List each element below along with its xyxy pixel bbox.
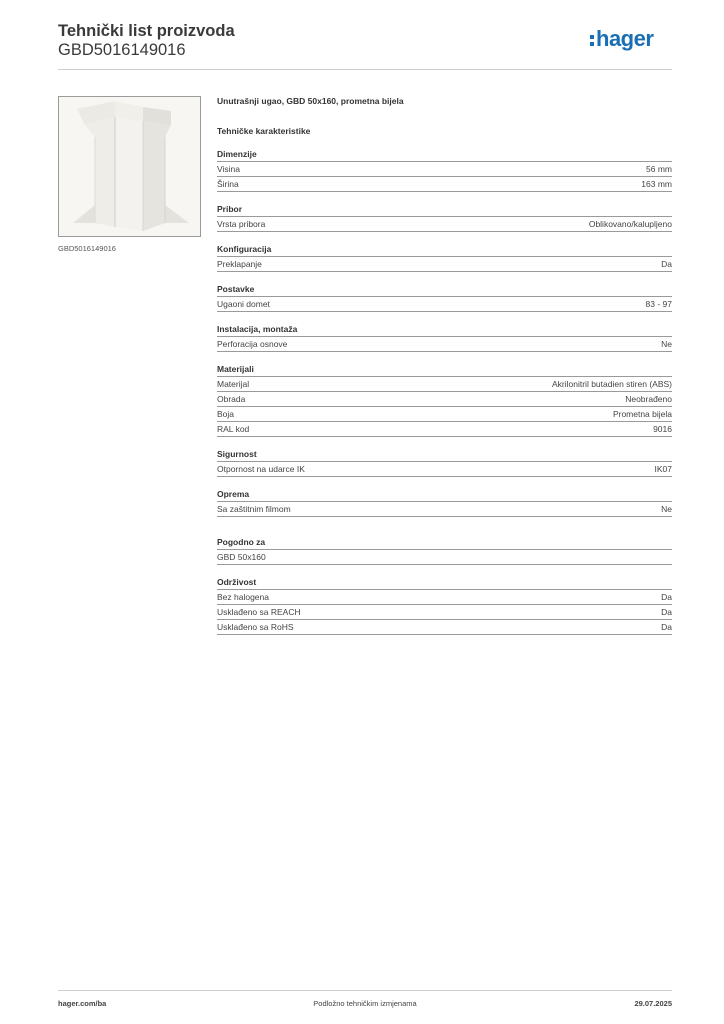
spec-label: Vrsta pribora	[217, 219, 266, 229]
spec-row	[217, 462, 672, 477]
spec-content	[217, 96, 672, 635]
hager-logo	[590, 26, 672, 52]
spec-row	[217, 502, 672, 517]
spec-row	[217, 297, 672, 312]
spec-group-odrzivost	[217, 576, 672, 635]
spec-label: Usklađeno sa REACH	[217, 607, 301, 617]
spec-label: Ugaoni domet	[217, 299, 270, 309]
product-name: Unutrašnji ugao, GBD 50x160, prometna bijela	[217, 96, 404, 106]
page-footer	[58, 990, 672, 1010]
product-code: GBD5016149016	[58, 41, 186, 59]
spec-value: Neobrađeno	[625, 394, 672, 404]
spec-label: Bez halogena	[217, 592, 269, 602]
spec-row	[217, 620, 672, 635]
group-title: Oprema	[217, 488, 672, 502]
group-title: Materijali	[217, 363, 672, 377]
spec-row	[217, 590, 672, 605]
spec-label: RAL kod	[217, 424, 250, 434]
footer-notice: Podložno tehničkim izmjenama	[313, 999, 417, 1008]
spec-group-instalacija	[217, 323, 672, 352]
page-title: Tehnički list proizvoda	[58, 22, 235, 40]
group-title: Konfiguracija	[217, 243, 672, 257]
spec-label: Perforacija osnove	[217, 339, 288, 349]
spec-group-konfiguracija	[217, 243, 672, 272]
spec-label: Sa zaštitnim filmom	[217, 504, 291, 514]
group-title: Dimenzije	[217, 148, 672, 162]
spec-group-pribor	[217, 203, 672, 232]
spec-label: Visina	[217, 164, 240, 174]
spec-group-oprema	[217, 488, 672, 517]
spec-value: 56 mm	[646, 164, 672, 174]
spec-label: Boja	[217, 409, 235, 419]
spec-value: 9016	[653, 424, 672, 434]
spec-value: Prometna bijela	[612, 409, 672, 419]
logo-text: hager	[596, 26, 654, 51]
page-header	[58, 20, 672, 70]
spec-value: Ne	[661, 339, 672, 349]
spec-label: Usklađeno sa RoHS	[217, 622, 294, 632]
spec-value: Da	[661, 622, 672, 632]
spec-value: Da	[661, 607, 672, 617]
spec-value: Oblikovano/kalupljeno	[588, 219, 672, 229]
spec-value: Akrilonitril butadien stiren (ABS)	[552, 379, 672, 389]
spec-value: Ne	[661, 504, 672, 514]
group-title: Pribor	[217, 203, 672, 217]
spec-value: IK07	[654, 464, 672, 474]
spec-value: 83 - 97	[645, 299, 672, 309]
spec-label: Širina	[217, 179, 239, 189]
spec-group-sigurnost	[217, 448, 672, 477]
spec-label: Preklapanje	[217, 259, 262, 269]
spec-row	[217, 377, 672, 392]
group-title: Instalacija, montaža	[217, 323, 672, 337]
spec-value: Da	[661, 592, 672, 602]
spec-group-postavke	[217, 283, 672, 312]
spec-row	[217, 257, 672, 272]
spec-group-materijali	[217, 363, 672, 437]
spec-label: Obrada	[217, 394, 246, 404]
spec-label: Materijal	[217, 379, 250, 389]
group-title: Sigurnost	[217, 448, 672, 462]
spec-label: Otpornost na udarce IK	[217, 464, 305, 474]
spec-row	[217, 392, 672, 407]
spec-label: GBD 50x160	[217, 552, 266, 562]
spec-row	[217, 162, 672, 177]
group-title: Pogodno za	[217, 536, 672, 550]
spec-value: Da	[661, 259, 672, 269]
spec-row	[217, 422, 672, 437]
spec-row	[217, 407, 672, 422]
spec-row	[217, 550, 672, 565]
product-image	[58, 96, 201, 237]
spec-group-dimenzije	[217, 148, 672, 192]
footer-date: 29.07.2025	[634, 999, 672, 1008]
footer-website-link[interactable]: hager.com/ba	[58, 999, 107, 1008]
spec-row	[217, 177, 672, 192]
image-caption: GBD5016149016	[58, 244, 116, 253]
spec-row	[217, 217, 672, 232]
spec-group-pogodno-za	[217, 536, 672, 565]
corner-duct-illustration	[59, 97, 200, 236]
spec-value: 163 mm	[641, 179, 672, 189]
group-title: Održivost	[217, 576, 672, 590]
group-title: Postavke	[217, 283, 672, 297]
spec-row	[217, 605, 672, 620]
spec-section-title: Tehničke karakteristike	[217, 126, 311, 136]
spec-row	[217, 337, 672, 352]
